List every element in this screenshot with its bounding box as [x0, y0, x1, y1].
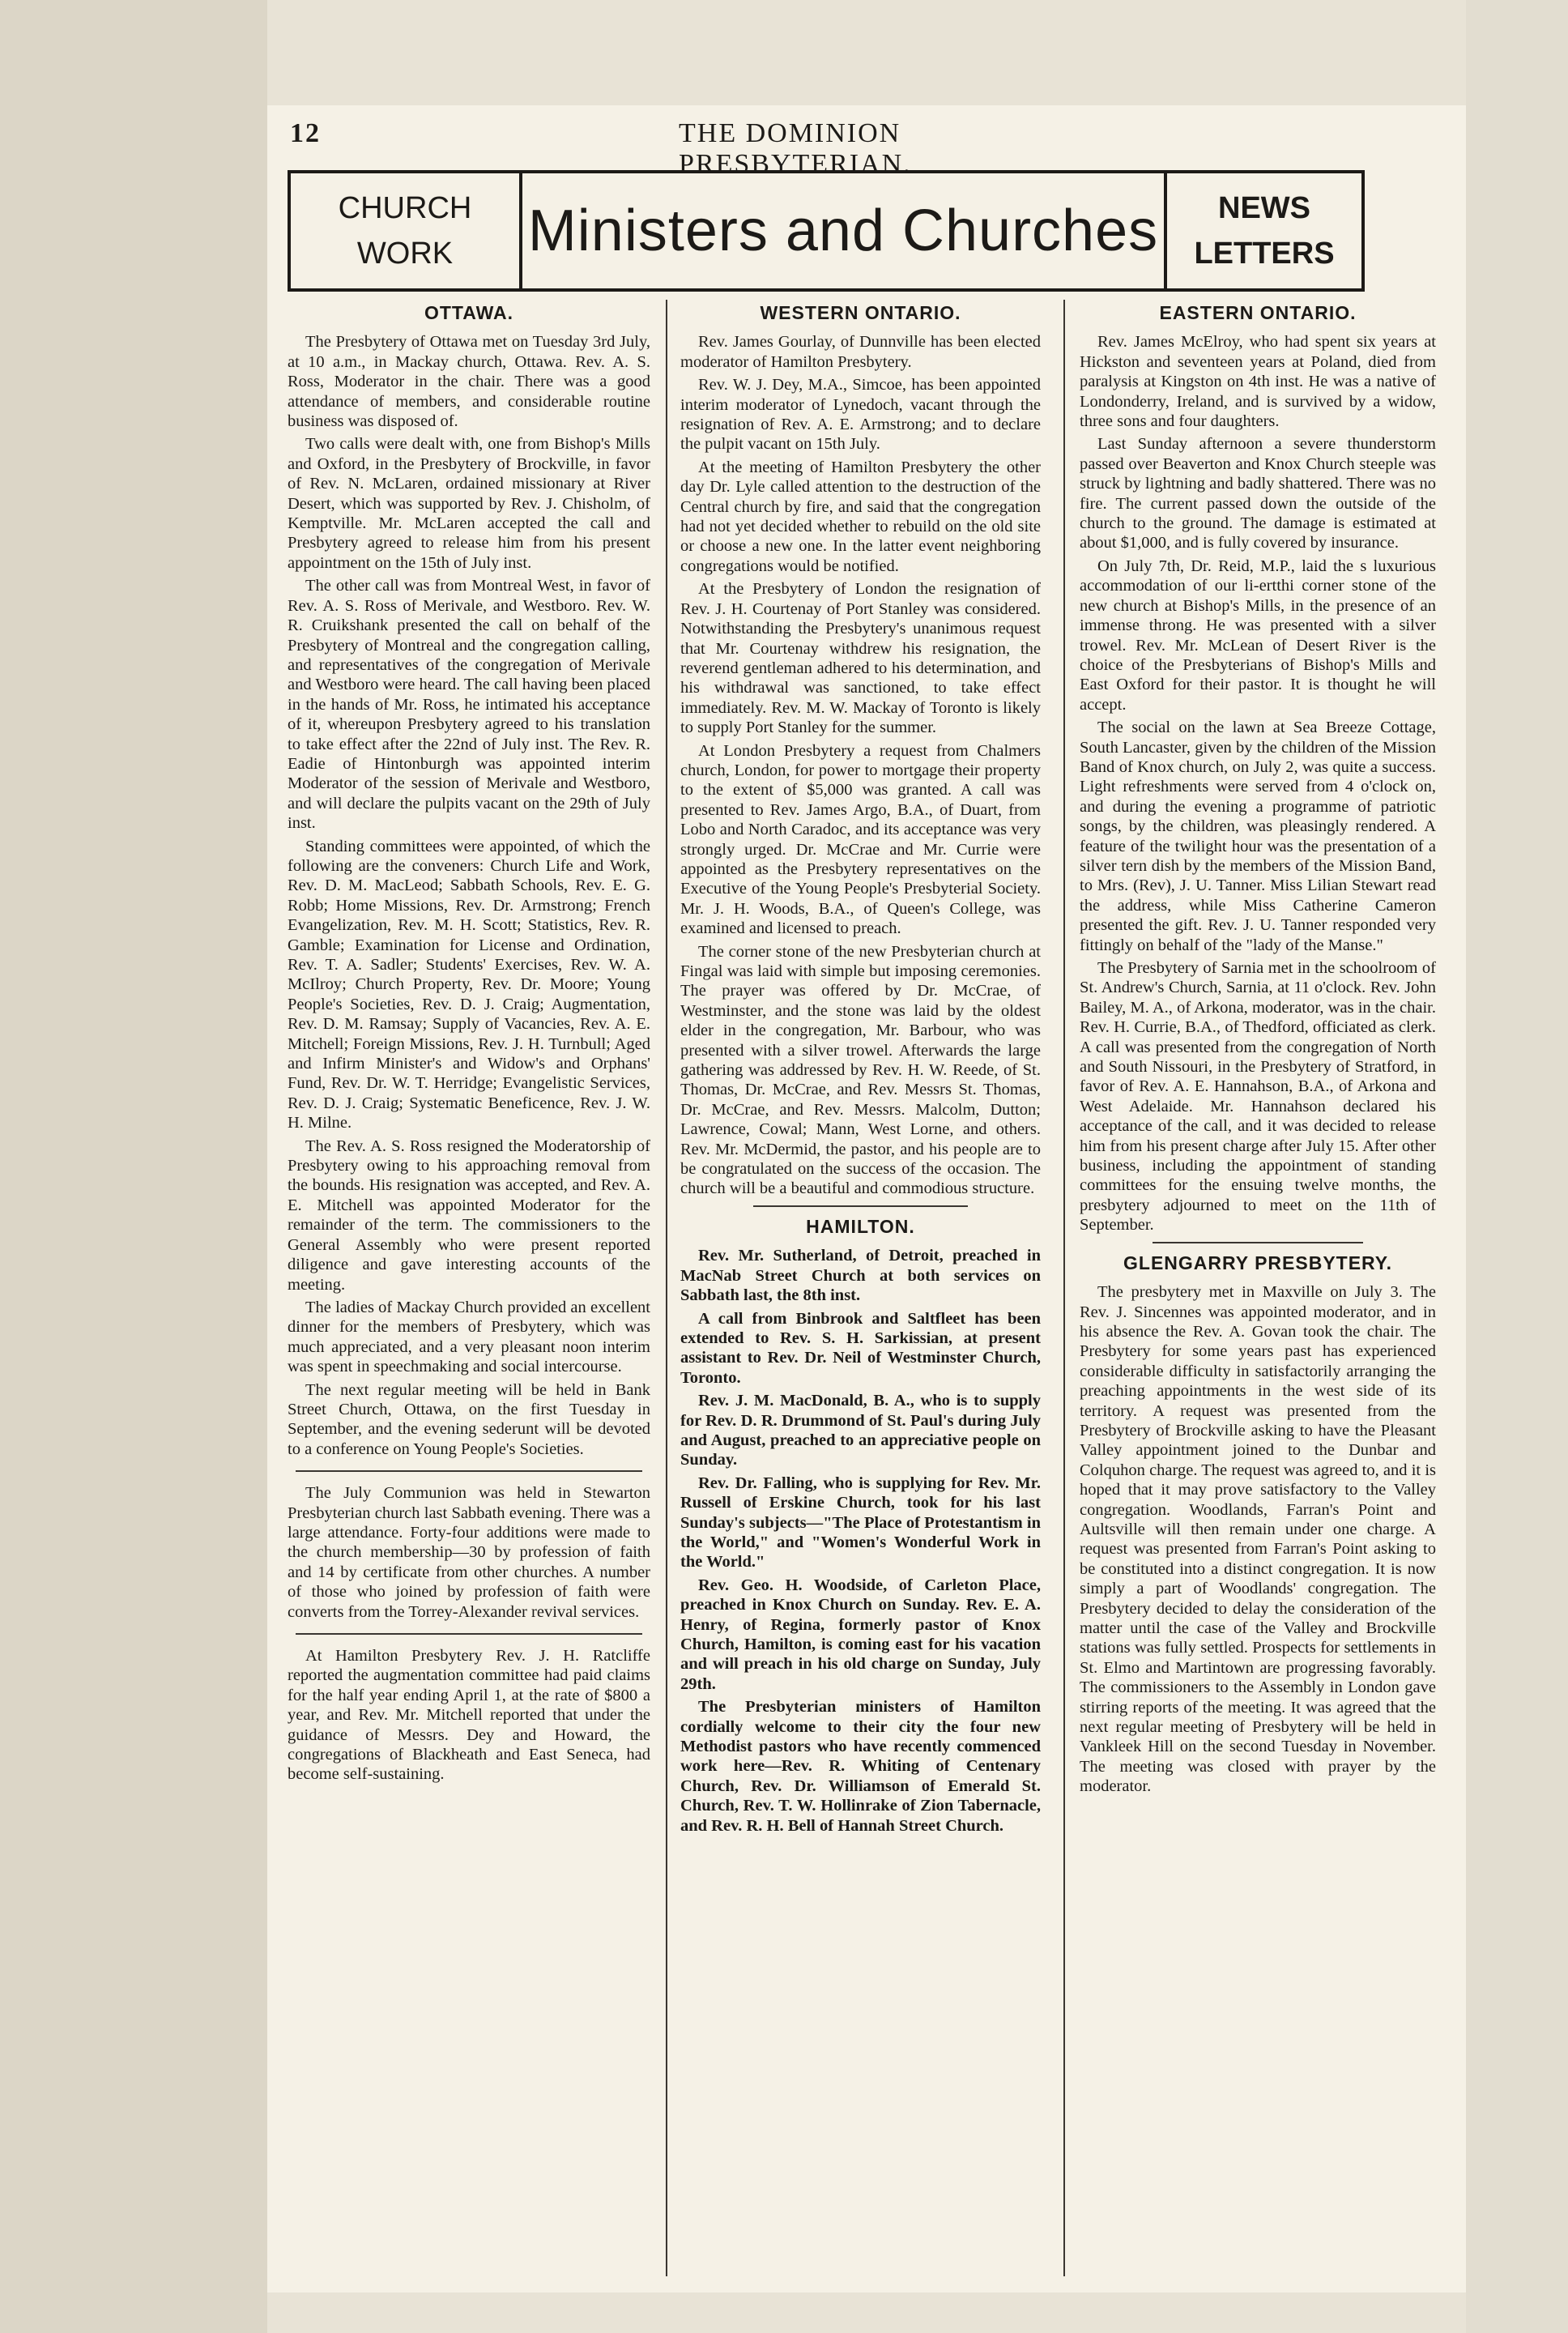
section-heading-western-ontario: WESTERN ONTARIO. — [760, 302, 961, 323]
section-heading-ottawa: OTTAWA. — [424, 302, 514, 323]
paragraph: Rev. J. M. MacDonald, B. A., who is to supply for Rev. D. R. Drummond of St. Paul's during July and August, preached to an appreciative people on Sunday. — [680, 1392, 1041, 1469]
masthead-right-box — [1164, 173, 1361, 288]
paragraph: The Presbytery of Ottawa met on Tuesday 3rd July, at 10 a.m., in Mackay church, Ottawa. Rev. A. S. Ross, Moderator in the chair. There was a good attendance of members, and considerable routine business was disposed of. — [288, 333, 650, 431]
separator-rule — [1153, 1242, 1363, 1243]
section-heading-hamilton: HAMILTON. — [806, 1215, 915, 1237]
paragraph: At the meeting of Hamilton Presbytery the other day Dr. Lyle called attention to the destruction of the Central church by fire, and said that the congregation had not yet decided whether to rebuild on the old site or choose a new one. In the latter event neighboring congregations would be notified. — [680, 458, 1041, 575]
paragraph: The social on the lawn at Sea Breeze Cottage, South Lancaster, given by the children of the Mission Band of Knox church, on July 2, was quite a success. Light refreshments were served from 4 o'clock on, and during the evening a programme of patriotic songs, by the children, was pleasingly rendered. A feature of the twilight hour was the presentation of a silver tern dish by the members of the Mission Band, to Mrs. (Rev), J. U. Tanner. Miss Lilian Stewart read the address, while Miss Catherine Cameron presented the gift. Rev. J. U. Tanner responded very fittingly on behalf of the "lady of the Manse." — [1080, 719, 1436, 954]
paragraph: Rev. Dr. Falling, who is supplying for Rev. Mr. Russell of Erskine Church, took for his last Sunday's subjects—"The Place of Protestantism in the World," and "Women's Wonderful Work in the World." — [680, 1474, 1041, 1572]
masthead-right-line2: LETTERS — [1194, 237, 1335, 271]
paragraph: At the Presbytery of London the resignation of Rev. J. H. Courtenay of Port Stanley was considered. Notwithstanding the Presbytery's unanimous request that Mr. Courtenay withdrew his resignation, the reverend gentleman adhered to his determination, and his withdrawal was sanctioned, to take effect immediately. Rev. M. W. Mackay of Toronto is likely to supply Port Stanley for the summer. — [680, 580, 1041, 737]
paragraph: Rev. James McElroy, who had spent six years at Hickston and seventeen years at Poland, died from paralysis at Kingston on 4th inst. He was a native of Londonderry, Ireland, and is survived by a widow, three sons and four daughters. — [1080, 333, 1436, 431]
paragraph: Rev. James Gourlay, of Dunnville has been elected moderator of Hamilton Presbytery. — [680, 333, 1041, 371]
paragraph: The presbytery met in Maxville on July 3. The Rev. J. Sincennes was appointed moderator, and in his absence the Rev. A. Govan took the chair. The Presbytery for some years past has experienced considerable difficulty in satisfactorily arranging the preaching appointments in the west side of its territory. A request was presented from the Presbytery of Brockville asking to have the Pleasant Valley appointment joined to the Dunbar and Colquhon charge. The request was agreed to, and it is hoped that it may prove satisfactory to the Valley congregation. Woodlands, Farran's Point and Aultsville will then remain under one charge. A request was presented from Farran's Point asking to be constituted into a distinct congregation. It is now simply a part of Woodlands' congregation. The Presbytery decided to delay the consideration of the matter until the case of the Valley and Brockville stations was fully settled. Prospects for settlements in St. Elmo and Martintown are progressing favorably. The commissioners to the Assembly in London gave stirring reports of the meeting. It was agreed that the next regular meeting of Presbytery will be held in Vankleek Hill on the second Tuesday in November. The meeting was closed with prayer by the moderator. — [1080, 1283, 1436, 1796]
paragraph: Rev. Geo. H. Woodside, of Carleton Place, preached in Knox Church on Sunday. Rev. E. A. Henry, of Regina, formerly pastor of Knox Church, Hamilton, is coming east for his vacation and will preach in his old charge on Sunday, July 29th. — [680, 1576, 1041, 1693]
column-western-ontario — [680, 300, 1041, 2268]
section-heading-glengarry: GLENGARRY PRESBYTERY. — [1123, 1252, 1392, 1273]
paragraph: At Hamilton Presbytery Rev. J. H. Ratcliffe reported the augmentation committee had paid claims for the half year ending April 1, at the rate of $800 a year, and Rev. Mr. Mitchell reported that under the guidance of Messrs. Dey and Howard, the congregations of Blackheath and East Seneca, had become self-sustaining. — [288, 1647, 650, 1784]
paragraph: Rev. W. J. Dey, M.A., Simcoe, has been appointed interim moderator of Lynedoch, vacant through the resignation of Rev. A. E. Armstrong; and to declare the pulpit vacant on 15th July. — [680, 376, 1041, 454]
separator-rule — [296, 1470, 642, 1472]
masthead-left-line2: WORK — [356, 237, 454, 271]
paragraph: On July 7th, Dr. Reid, M.P., laid the s luxurious accommodation of our li-ertthi corner stone of the new church at Bishop's Mills, in the presence of an immense throng. He was presented with a silver trowel. Rev. Mr. McLean of Desert River is the choice of the Presbyterians of Bishop's Mills and East Oxford for their pastor. It is thought he will accept. — [1080, 557, 1436, 714]
separator-rule — [296, 1633, 642, 1635]
column-rule — [666, 300, 667, 2276]
masthead-left-line1: CHURCH — [338, 191, 472, 225]
paragraph: The other call was from Montreal West, in favor of Rev. A. S. Ross of Merivale, and Westboro. Rev. W. R. Cruikshank presented the call on behalf of the Presbytery of Montreal and the congregation calling, and representatives of the congregation of Merivale and Westboro were heard. The call having been placed in the hands of Mr. Ross, he intimated his acceptance of it, whereupon Presbytery agreed to his translation to take effect after the 22nd of July inst. The Rev. R. Eadie of Hintonburgh was appointed interim Moderator of the session of Merivale and Westboro, and will declare the pulpits vacant on the 29th of July inst. — [288, 577, 650, 833]
masthead-right-line1: NEWS — [1218, 191, 1310, 225]
paragraph: At London Presbytery a request from Chalmers church, London, for power to mortgage their property to the extent of $5,000 was granted. A call was presented to Rev. James Argo, B.A., of Duart, from Lobo and North Caradoc, and its acceptance was very strongly urged. Dr. McCrae and Mr. Currie were appointed as the Presbytery representatives on the Executive of the Young People's Presbyterial Society. Mr. J. H. Woods, B.A., of Queen's College, was examined and licensed to preach. — [680, 741, 1041, 938]
paragraph: The corner stone of the new Presbyterian church at Fingal was laid with simple but imposing ceremonies. The prayer was offered by Dr. McCrae, of Westminster, and the stone was laid by the oldest elder in the congregation, Mr. Barbour, who was presented with a silver trowel. Afterwards the large gathering was addressed by Rev. H. W. Reede, of St. Thomas, Dr. McCrae, and Rev. Messrs St. Thomas, Dr. McCrae, and Rev. Messrs. Malcolm, Dutton; Lawrence, Cowal; Mann, West Lorne, and others. Rev. Mr. McDermid, the pastor, and his people are to be congratulated on the success of the occasion. The church will be a beautiful and commodious structure. — [680, 942, 1041, 1198]
column-eastern-ontario — [1080, 300, 1436, 2268]
article-columns — [288, 300, 1438, 2268]
publication-title: THE DOMINION PRESBYTERIAN. — [679, 118, 912, 179]
column-ottawa — [288, 300, 650, 2268]
paragraph: The ladies of Mackay Church provided an excellent dinner for the members of Presbytery, which was much appreciated, and a very pleasant noon interim was spent in speechmaking and social intercourse. — [288, 1298, 650, 1376]
paragraph: Last Sunday afternoon a severe thunderstorm passed over Beaverton and Knox Church steeple was struck by lightning and badly shattered. There was no fire. The current passed down the outside of the church to the ground. The damage is estimated at about $1,000, and is fully covered by insurance. — [1080, 435, 1436, 552]
masthead-title: Ministers and Churches — [527, 198, 1159, 263]
paragraph: Two calls were dealt with, one from Bishop's Mills and Oxford, in the Presbytery of Brockville, in favor of Rev. N. McLaren, ordained missionary at River Desert, which was supported by Rev. J. Chisholm, of Kemptville. Mr. McLaren accepted the call and Presbytery agreed to release him from his present appointment on the 15th of July inst. — [288, 435, 650, 572]
paragraph: Standing committees were appointed, of which the following are the conveners: Church Life and Work, Rev. D. M. MacLeod; Sabbath Schools, Rev. E. G. Robb; Home Missions, Rev. Dr. Armstrong; French Evangelization, Rev. M. H. Scott; Statistics, Rev. R. Gamble; Examination for License and Ordination, Rev. T. A. Sadler; Students' Exercises, Rev. W. A. McIlroy; Church Property, Rev. Dr. Moore; Young People's Societies, Rev. D. J. Craig; Augmentation, Rev. D. M. Ramsay; Supply of Vacancies, Rev. A. E. Mitchell; Foreign Missions, Rev. J. H. Turnbull; Aged and Infirm Minister's and Widow's and Orphans' Fund, Rev. Dr. W. T. Herridge; Evangelistic Services, Rev. D. J. Craig; Systematic Beneficence, Rev. J. W. H. Milne. — [288, 837, 650, 1132]
section-masthead — [288, 170, 1365, 292]
scan-margin-right — [1466, 0, 1568, 2333]
paragraph: Rev. Mr. Sutherland, of Detroit, preached in MacNab Street Church at both services on Sabbath last, the 8th inst. — [680, 1247, 1041, 1305]
section-heading-eastern-ontario: EASTERN ONTARIO. — [1159, 302, 1357, 323]
separator-rule — [753, 1205, 968, 1207]
scan-margin-left — [0, 0, 267, 2333]
paragraph: The July Communion was held in Stewarton Presbyterian church last Sabbath evening. There was a large attendance. Forty-four additions were made to the church membership—30 by profession of faith and 14 by certificate from other churches. A number of those who joined by profession of faith were converts from the Torrey-Alexander revival services. — [288, 1484, 650, 1621]
page-number: 12 — [290, 118, 321, 148]
paragraph: The Presbyterian ministers of Hamilton cordially welcome to their city the four new Methodist pastors who have recently commenced work here—Rev. R. Whiting of Centenary Church, Rev. Dr. Williamson of Emerald St. Church, Rev. T. W. Hollinrake of Zion Tabernacle, and Rev. R. H. Bell of Hannah Street Church. — [680, 1698, 1041, 1835]
column-rule — [1063, 300, 1065, 2276]
paragraph: The Presbytery of Sarnia met in the schoolroom of St. Andrew's Church, Sarnia, at 11 o'clock. Rev. John Bailey, M. A., of Arkona, moderator, was in the chair. Rev. H. Currie, B.A., of Thedford, officiated as clerk. A call was presented from the congregation of North and South Nissouri, in the Presbytery of Stratford, in favor of Rev. A. E. Hannahson, B.A., of Arkona and West Adelaide. Mr. Hannahson declared his acceptance of the call, and it was decided to release him from his present charge after July 15. After other business, including the appointment of standing committees for the ensuing twelve months, the presbytery adjourned to meet on the 11th of September. — [1080, 959, 1436, 1235]
running-head — [290, 113, 1067, 179]
paragraph: A call from Binbrook and Saltfleet has been extended to Rev. S. H. Sarkissian, at present assistant to Rev. Dr. Neil of Westminster Church, Toronto. — [680, 1309, 1041, 1387]
paragraph: The Rev. A. S. Ross resigned the Moderatorship of Presbytery owing to his approaching removal from the bounds. His resignation was accepted, and Rev. A. E. Mitchell was appointed Moderator for the remainder of the term. The commissioners to the General Assembly who were present reported diligence and gave interesting accounts of the meeting. — [288, 1137, 650, 1294]
masthead-left-box — [291, 173, 522, 288]
paragraph: The next regular meeting will be held in Bank Street Church, Ottawa, on the first Tuesday in September, and the evening sederunt will be devoted to a conference on Young People's Societies. — [288, 1380, 650, 1458]
